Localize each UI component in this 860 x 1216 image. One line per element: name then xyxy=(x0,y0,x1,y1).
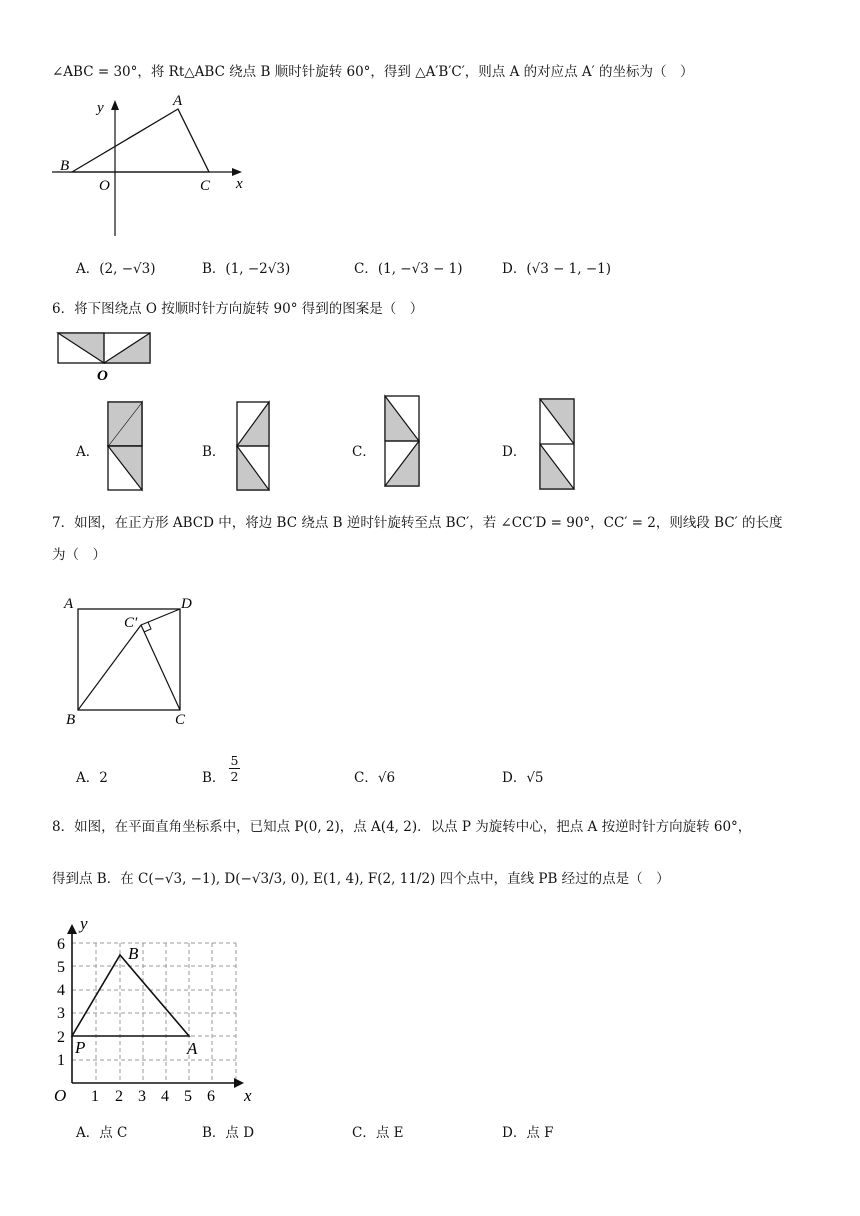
q8-x-tick: 5 xyxy=(184,1088,192,1105)
q7-stem-line2: 为（ ） xyxy=(52,547,106,563)
q8-label-b: B xyxy=(128,944,139,963)
q6-original-figure xyxy=(56,330,156,382)
q5-x-arrow-icon xyxy=(232,168,242,176)
q8-label-x: x xyxy=(244,1086,252,1105)
q5-option-c[interactable]: C．(1, −√3 − 1) xyxy=(354,261,463,277)
q7-option-c[interactable]: C．√6 xyxy=(354,770,396,786)
q8-x-tick: 1 xyxy=(91,1088,99,1105)
q8-triangle-pba xyxy=(72,955,189,1036)
q6-option-b[interactable]: B． xyxy=(202,444,226,460)
q7-label-d: D xyxy=(181,596,192,612)
q5-label-b: B xyxy=(60,158,70,174)
q6-option-c-figure xyxy=(383,394,425,490)
q8-option-b[interactable]: B．点 D xyxy=(202,1125,255,1141)
q5-label-a: A xyxy=(173,93,183,109)
q5-option-a[interactable]: A．(2, −√3) xyxy=(76,261,156,277)
q5-y-arrow-icon xyxy=(111,100,119,110)
q7-stem-line1: 7．如图，在正方形 ABCD 中，将边 BC 绕点 B 逆时针旋转至点 BC′，若 ∠CC′D = 90°，CC′ = 2，则线段 BC′ 的长度 xyxy=(52,515,783,531)
q5-label-o: O xyxy=(99,178,110,194)
q8-y-tick: 3 xyxy=(57,1005,65,1022)
q5-label-x: x xyxy=(236,176,243,192)
q8-option-d[interactable]: D．点 F xyxy=(502,1125,554,1141)
q6-option-a-figure xyxy=(106,400,146,494)
q8-x-tick: 6 xyxy=(207,1088,215,1105)
q7-label-c: C xyxy=(175,712,186,728)
q8-x-tick: 4 xyxy=(161,1088,169,1105)
q8-x-tick: 3 xyxy=(138,1088,146,1105)
q5-triangle-abc xyxy=(72,109,209,172)
q6-option-b-figure xyxy=(235,400,275,494)
q5-label-c: C xyxy=(200,178,211,194)
q7-option-d[interactable]: D．√5 xyxy=(502,770,544,786)
q8-label-o: O xyxy=(54,1086,67,1105)
q5-stem: ∠ABC = 30°，将 Rt△ABC 绕点 B 顺时针旋转 60°，得到 △A′B′C′，则点 A 的对应点 A′ 的坐标为（ ） xyxy=(52,64,694,80)
q8-y-arrow-icon xyxy=(67,924,77,934)
q8-x-tick: 2 xyxy=(115,1088,123,1105)
q7-option-b[interactable]: B． xyxy=(202,770,226,786)
q8-y-tick: 5 xyxy=(57,959,65,976)
q6-option-c[interactable]: C． xyxy=(352,444,376,460)
q8-y-tick: 6 xyxy=(57,936,65,953)
q8-y-tick-labels xyxy=(57,936,65,1069)
q7-option-a[interactable]: A．2 xyxy=(76,770,108,786)
q7-label-a: A xyxy=(64,596,74,612)
q6-option-a[interactable]: A． xyxy=(76,444,100,460)
q8-option-c[interactable]: C．点 E xyxy=(352,1125,404,1141)
q8-label-a: A xyxy=(187,1039,198,1058)
q6-label-o: O xyxy=(97,368,108,382)
q7-option-b-fraction: 5 2 xyxy=(230,753,239,784)
q8-y-tick: 4 xyxy=(57,982,65,999)
q8-option-a[interactable]: A．点 C xyxy=(76,1125,128,1141)
q8-grid xyxy=(72,943,236,1083)
q5-option-b[interactable]: B．(1, −2√3) xyxy=(202,261,291,277)
q7-label-b: B xyxy=(66,712,76,728)
q6-option-d[interactable]: D． xyxy=(502,444,527,460)
q7-label-cprime: C′ xyxy=(124,615,138,631)
q8-y-tick: 2 xyxy=(57,1029,65,1046)
q8-label-p: P xyxy=(75,1038,86,1057)
q6-stem: 6．将下图绕点 O 按顺时针方向旋转 90° 得到的图案是（ ） xyxy=(52,301,424,317)
q5-label-y: y xyxy=(97,100,104,116)
q5-option-d[interactable]: D．(√3 − 1, −1) xyxy=(502,261,612,277)
q8-stem-line1: 8．如图，在平面直角坐标系中，已知点 P(0, 2)，点 A(4, 2)．以点 P 为旋转中心，把点 A 按逆时针方向旋转 60°， xyxy=(52,819,752,835)
q8-figure xyxy=(48,912,260,1108)
q8-y-tick: 1 xyxy=(57,1052,65,1069)
q7-figure xyxy=(60,592,200,732)
q8-x-tick-labels xyxy=(91,1088,215,1105)
q5-figure xyxy=(48,92,248,242)
q8-label-y: y xyxy=(80,914,88,933)
q8-x-arrow-icon xyxy=(234,1078,244,1088)
q8-stem-line2: 得到点 B．在 C(−√3, −1), D(−√3/3, 0), E(1, 4), F(2, 11/2) 四个点中，直线 PB 经过的点是（ ） xyxy=(52,871,670,887)
q6-option-d-figure xyxy=(538,397,580,493)
